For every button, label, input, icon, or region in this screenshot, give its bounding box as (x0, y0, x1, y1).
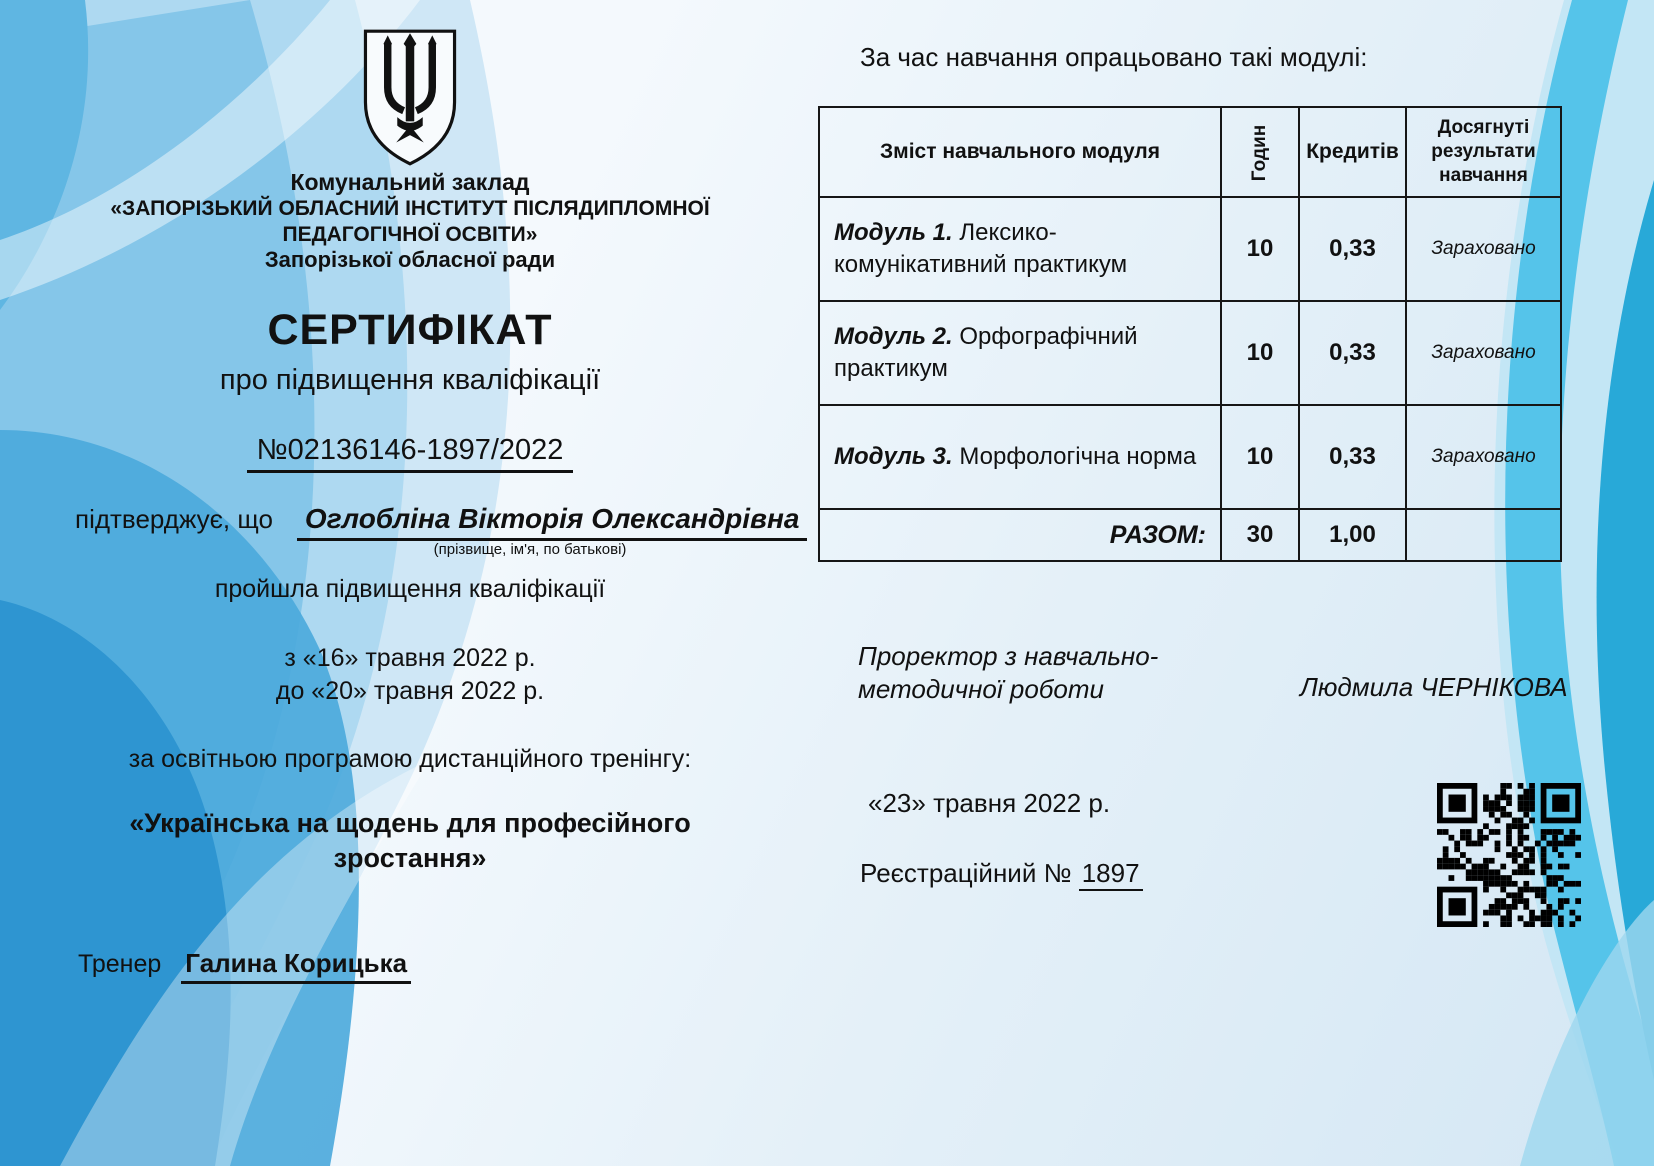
certificate-number: №02136146-1897/2022 (247, 434, 574, 473)
program-name: «Українська на щодень для професійного зростання» (129, 808, 691, 874)
module-3-credits: 0,33 (1299, 405, 1406, 509)
module-1-content (819, 197, 1221, 301)
completed-line: пройшла підвищення кваліфікації (214, 575, 606, 603)
module-3-result: Зараховано (1406, 405, 1561, 509)
header-results: Досягнуті результати навчання (1406, 107, 1561, 197)
module-3-topic: Морфологічна норма (959, 443, 1197, 471)
institution-type: Комунальний заклад (290, 169, 530, 195)
signer-position-line1: Проректор з навчально- (858, 641, 1159, 671)
module-3-hours: 10 (1221, 405, 1299, 509)
program-label: за освітньою програмою дистанційного тренінгу: (128, 745, 692, 773)
header-credits: Кредитів (1299, 107, 1406, 197)
module-2-credits: 0,33 (1299, 301, 1406, 405)
total-result-empty (1406, 509, 1561, 561)
trident-shield-icon (358, 28, 462, 168)
module-row-1 (819, 197, 1561, 301)
qr-code (1437, 783, 1581, 927)
module-2-content (819, 301, 1221, 405)
issue-date: «23» травня 2022 р. (868, 788, 1111, 818)
total-row (819, 509, 1561, 561)
institution-name-line1: «ЗАПОРІЗЬКИЙ ОБЛАСНИЙ ІНСТИТУТ ПІСЛЯДИПЛОМНОЇ (110, 197, 710, 221)
confirm-label: підтверджує, що (75, 504, 273, 534)
institution-heading (60, 168, 760, 274)
module-1-credits: 0,33 (1299, 197, 1406, 301)
module-row-2 (819, 301, 1561, 405)
ukraine-trident-emblem (358, 28, 462, 168)
modules-heading: За час навчання опрацьовано такі модулі: (860, 42, 1368, 72)
registration-number: 1897 (1079, 858, 1143, 891)
registration-label: Реєстраційний № (860, 858, 1072, 888)
institution-name-line2: ПЕДАГОГІЧНОЇ ОСВІТИ» (282, 222, 538, 246)
total-credits: 1,00 (1299, 509, 1406, 561)
signer-name: Людмила ЧЕРНІКОВА (1300, 672, 1568, 702)
trainer-row (78, 948, 411, 984)
module-2-topic: Орфографічний практикум (834, 323, 1138, 382)
holder-row (75, 503, 800, 541)
registration-row (860, 858, 1143, 889)
holder-name-hint: (прізвище, ім'я, по батькові) (433, 541, 627, 558)
trainer-name: Галина Корицька (181, 948, 411, 984)
module-1-number: Модуль 1. (834, 219, 953, 247)
header-content: Зміст навчального модуля (819, 107, 1221, 197)
module-2-hours: 10 (1221, 301, 1299, 405)
total-label: РАЗОМ: (819, 509, 1221, 561)
module-1-result: Зараховано (1406, 197, 1561, 301)
modules-table (818, 106, 1562, 562)
header-hours-label: Годин (1249, 124, 1270, 182)
module-3-content (819, 405, 1221, 509)
signer-position (858, 640, 1158, 707)
certificate-subtitle: про підвищення кваліфікації (219, 364, 601, 396)
module-1-topic: Лексико-комунікативний практикум (834, 219, 1128, 278)
module-1-hours: 10 (1221, 197, 1299, 301)
module-2-number: Модуль 2. (834, 323, 953, 351)
certificate-number-row (60, 434, 760, 473)
header-hours (1221, 107, 1299, 197)
holder-name: Оглобліна Вікторія Олександрівна (297, 503, 808, 541)
institution-council: Запорізької обласної ради (264, 247, 556, 273)
modules-table-header (819, 107, 1561, 197)
trainer-label: Тренер (78, 950, 162, 978)
training-date-from: з «16» травня 2022 р. (284, 644, 536, 672)
module-2-result: Зараховано (1406, 301, 1561, 405)
module-row-3 (819, 405, 1561, 509)
total-hours: 30 (1221, 509, 1299, 561)
module-3-number: Модуль 3. (834, 443, 953, 471)
certificate-title: СЕРТИФІКАТ (267, 306, 553, 354)
training-date-to: до «20» травня 2022 р. (275, 677, 545, 705)
signer-position-line2: методичної роботи (858, 674, 1104, 705)
